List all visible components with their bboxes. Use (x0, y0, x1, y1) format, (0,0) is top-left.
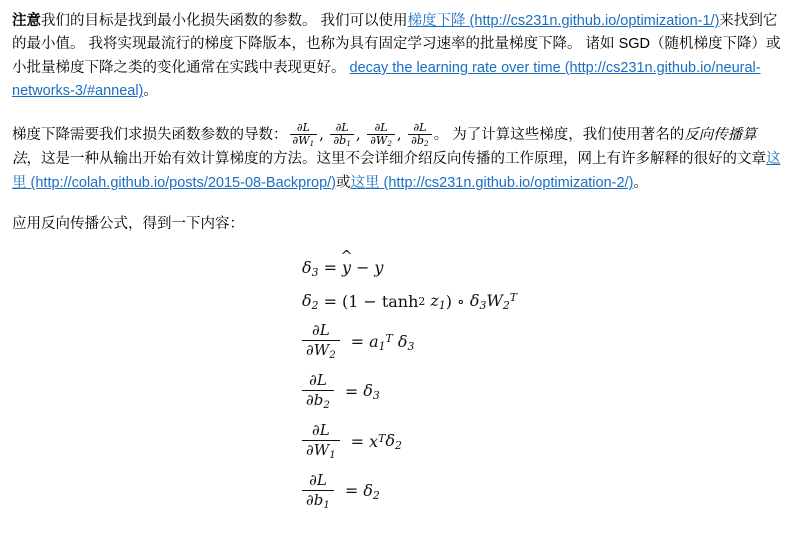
paragraph-apply-formula (12, 213, 783, 236)
paragraph-derivatives-text-a: 梯度下降需要我们求损失函数参数的导数： (12, 127, 288, 144)
paragraph-derivatives (12, 122, 783, 195)
paragraph-intro-text-a: 我们的目标是找到最小化损失函数的参数。 我们可以使用 (41, 13, 408, 29)
frac-dL-db2-display: $\frac{\partial L}{\partial b_2}$ (302, 372, 334, 412)
frac-dL-dW2: $\frac{\partial L}{\partial W_2}$ (367, 122, 395, 148)
equation-dL-dW1: $\frac{\partial L}{\partial W_1}$ = $x^T$ $\delta_2$ (302, 422, 402, 462)
inline-math-partials: $\frac{\partial L}{\partial W_1}$ , $\frac{\partial L}{\partial b_1}$ , $\frac{\partial L}{\partial W_2}$ , $\frac{\partial L}{\partial b_2}$ (288, 127, 434, 143)
equation-block (12, 255, 783, 522)
paragraph-intro (12, 10, 783, 104)
link-gradient-descent[interactable]: 梯度下降 (http://cs231n.github.io/optimization-1/) (407, 13, 720, 29)
link-colah-backprop[interactable]: 这里 (http://colah.github.io/posts/2015-08-Backprop/) (12, 151, 781, 191)
paragraph-derivatives-text-b: 。 为了计算这些梯度，我们使用著名的 (433, 127, 685, 144)
equation-dL-db2: $\frac{\partial L}{\partial b_2}$ = $\delta_3$ (302, 372, 380, 412)
paragraph-intro-text-b: 来找到它的最小值。 我将实现最流行的梯度下降版本，也称为具有固定学习速率的批量梯度下降。 诸如 SGD（随机梯度下降）或小批量梯度下降之类的变化通常在实践中表现更好。 (12, 13, 781, 76)
equation-dL-dW2: $\frac{\partial L}{\partial W_2}$ = $a_1^T$ $\delta_3$ (302, 322, 414, 362)
link-cs231n-optimization2[interactable]: 这里 (http://cs231n.github.io/optimization-2/) (350, 174, 634, 191)
frac-dL-dW1: $\frac{\partial L}{\partial W_1}$ (290, 122, 318, 148)
paragraph-apply-formula-text: 应用反向传播公式，得到一下内容： (12, 216, 244, 233)
paragraph-derivatives-text-d: 或 (336, 174, 351, 191)
paragraph-derivatives-text-c: ，这是一种从输出开始有效计算梯度的方法。这里不会详细介绍反向传播的工作原理，网上有许多解释的很好的文章 (26, 151, 766, 168)
frac-dL-db1: $\frac{\partial L}{\partial b_1}$ (330, 122, 354, 148)
frac-dL-dW2-display: $\frac{\partial L}{\partial W_2}$ (302, 322, 340, 362)
equation-delta2: $\delta_2$ = ( 1 − tanh 2 $z_1$ ) ∘ $\delta_3$ $W_2^T$ (302, 291, 518, 313)
backprop-term: 反向传播算法 (12, 127, 757, 168)
frac-dL-db2: $\frac{\partial L}{\partial b_2}$ (408, 122, 432, 148)
equation-delta3: $\delta_3$ = y ^ − y (302, 255, 383, 282)
paragraph-derivatives-text-e: 。 (633, 174, 648, 191)
note-label: 注意 (12, 13, 41, 29)
link-decay-learning-rate[interactable]: decay the learning rate over time (http://cs231n.github.io/neural-networks-3/#anneal) (12, 59, 761, 100)
frac-dL-db1-display: $\frac{\partial L}{\partial b_1}$ (302, 472, 334, 512)
paragraph-intro-text-c: 。 (143, 83, 158, 100)
frac-dL-dW1-display: $\frac{\partial L}{\partial W_1}$ (302, 422, 340, 462)
equation-dL-db1: $\frac{\partial L}{\partial b_1}$ = $\delta_2$ (302, 472, 380, 512)
